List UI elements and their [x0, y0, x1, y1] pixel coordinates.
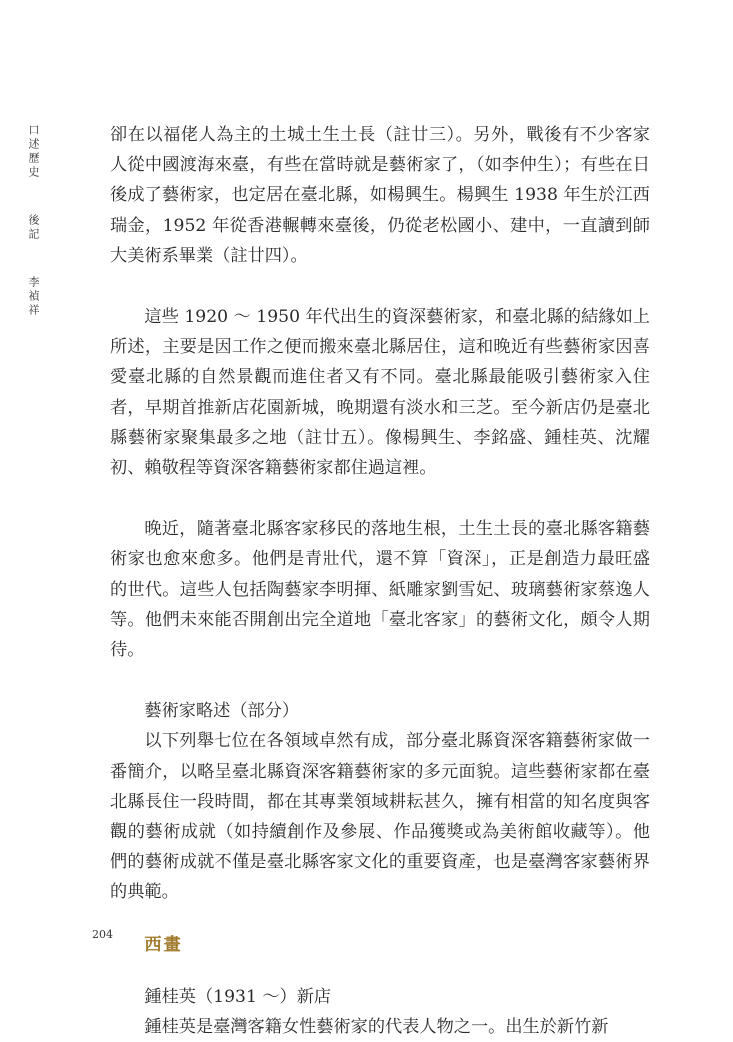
running-header — [28, 124, 50, 318]
page-number: 204 — [92, 928, 113, 941]
entry-heading: 鍾桂英（1931 ～）新店 — [144, 986, 332, 1007]
paragraph-1: 卻在以福佬人為主的土城土生土長（註廿三）。另外，戰後有不少客家人從中國渡海來臺，有些在當時就是藝術家了，（如李仲生）；有些在日後成了藝術家，也定居在臺北縣，如楊興生。楊興生 1938 年生於江西瑞金，1952 年從香港輾轉來臺後，仍從老松國小、建中，一直讀到師大美術系畢業（註廿四）。 — [110, 125, 650, 266]
running-header-book: 口述歷史 — [27, 124, 40, 180]
section-title: 西畫 — [144, 934, 183, 955]
body-text — [110, 120, 650, 1042]
running-header-chapter: 後記 — [27, 214, 40, 242]
running-header-author: 李禎祥 — [27, 276, 40, 318]
entry-text: 鍾桂英是臺灣客籍女性藝術家的代表人物之一。出生於新竹新 — [144, 1017, 609, 1038]
paragraph-2: 這些 1920 ～ 1950 年代出生的資深藝術家，和臺北縣的結緣如上所述，主要是因工作之便而搬來臺北縣居住，這和晚近有些藝術家因喜愛臺北縣的自然景觀而進住者又有不同。臺北縣最能吸引藝術家入住者，早期首推新店花園新城，晚期還有淡水和三芝。至今新店仍是臺北縣藝術家聚集最多之地（註廿五）。像楊興生、李銘盛、鍾桂英、沈耀初、賴敬程等資深客籍藝術家都住過這裡。 — [110, 307, 650, 479]
paragraph-3: 晚近，隨著臺北縣客家移民的落地生根，土生土長的臺北縣客籍藝術家也愈來愈多。他們是青壯代，還不算「資深」，正是創造力最旺盛的世代。這些人包括陶藝家李明揮、紙雕家劉雪妃、玻璃藝術家蔡逸人等。他們未來能否開創出完全道地「臺北客家」的藝術文化，頗令人期待。 — [110, 519, 650, 661]
artists-intro: 以下列舉七位在各領域卓然有成，部分臺北縣資深客籍藝術家做一番簡介，以略呈臺北縣資深客籍藝術家的多元面貌。這些藝術家都在臺北縣長住一段時間，都在其專業領域耕耘甚久，擁有相當的知名度與客觀的藝術成就（如持續創作及參展、作品獲獎或為美術館收藏等）。他們的藝術成就不僅是臺北縣客家文化的重要資產，也是臺灣客家藝術界的典範。 — [110, 731, 650, 903]
artists-heading: 藝術家略述（部分） — [144, 701, 300, 722]
